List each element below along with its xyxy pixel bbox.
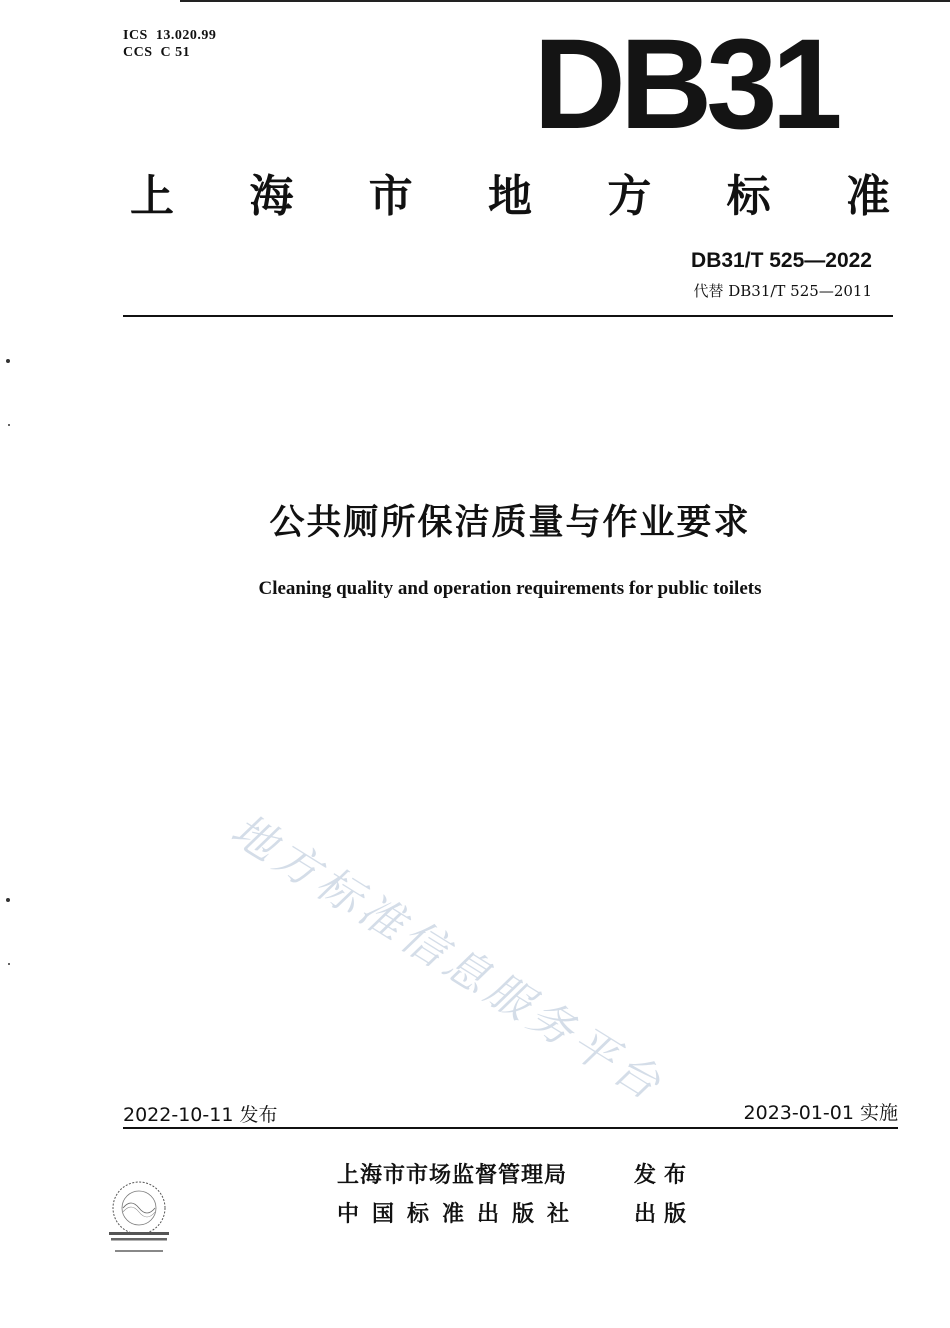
- scan-mark: [8, 424, 10, 426]
- category-char: 市: [368, 171, 413, 222]
- watermark: 地方标准信息服务平台: [222, 804, 674, 1113]
- scan-mark: [8, 963, 10, 965]
- publisher: 中国标准出版社: [337, 1202, 583, 1227]
- scan-mark: [6, 898, 10, 902]
- category-char: 标: [726, 171, 771, 222]
- db31-logo: DB31: [533, 13, 837, 156]
- category-char: 海: [249, 171, 294, 222]
- footer-divider: [123, 1127, 898, 1129]
- issuing-authority: 上海市市场监督管理局: [337, 1163, 568, 1188]
- anti-counterfeit-seal-icon: [103, 1176, 175, 1258]
- ccs-code: CCS C 51: [123, 45, 191, 60]
- implementation-date: 2023-01-01 实施: [743, 1102, 898, 1124]
- classification-codes: [123, 27, 216, 61]
- category-char: 上: [130, 171, 174, 222]
- category-char: 方: [607, 171, 652, 222]
- document-title-chinese: 公共厕所保洁质量与作业要求: [269, 503, 751, 543]
- header-divider: [123, 315, 893, 317]
- category-char: 地: [487, 171, 532, 222]
- issuing-action: 发布: [634, 1163, 695, 1188]
- standard-number: DB31/T 525—2022: [691, 249, 872, 272]
- scan-mark: [6, 359, 10, 363]
- category-char: 准: [845, 171, 890, 222]
- issue-date: 2022-10-11 发布: [123, 1104, 278, 1126]
- document-title-english: Cleaning quality and operation requirements for public toilets: [258, 578, 762, 599]
- publishing-action: 出版: [634, 1202, 695, 1227]
- replaces-standard: 代替 DB31/T 525—2011: [693, 282, 872, 300]
- page-top-border: [180, 0, 950, 2]
- ics-code: ICS 13.020.99: [123, 28, 217, 43]
- standard-category-title: [130, 160, 890, 220]
